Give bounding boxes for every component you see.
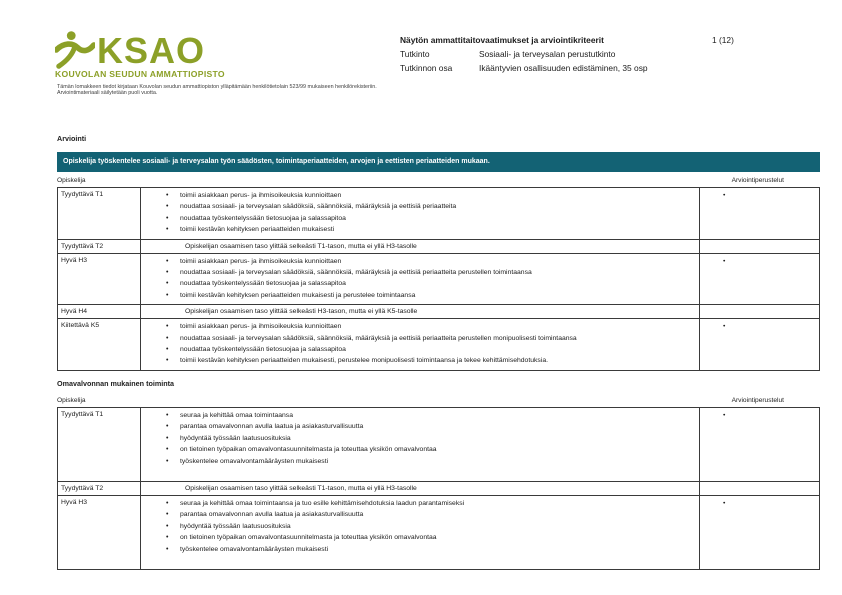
grade-label: Kiitettävä K5 <box>58 319 141 371</box>
bullet-icon: • <box>166 280 169 288</box>
criterion-item <box>141 498 695 509</box>
bullet-icon: • <box>166 423 169 431</box>
bullet-icon: • <box>723 499 726 507</box>
degree-unit-value: Ikääntyvien osallisuuden edistäminen, 35 osp <box>479 63 648 73</box>
criteria-list-cell <box>141 319 700 371</box>
bullet-icon: • <box>166 192 169 199</box>
criterion-text: toimii kestävän kehityksen periaatteiden mukaisesti, perustelee monipuolisesti toimintaansa ja tekee kehittämisehdotuksia. <box>180 357 548 365</box>
level-note-cell: Opiskelijan osaamisen taso ylittää selkeästi T1-tason, mutta ei yllä H3-tasolle <box>141 481 700 495</box>
privacy-disclaimer: Tämän lomakkeen tiedot kirjataan Kouvolan seudun ammattiopiston ylläpitämään henkilötietolain 523/99 mukaiseen henkilörekisteriin. Arviointimateriaali säilytetään puoli vuotta. <box>57 84 377 97</box>
bullet-icon: • <box>723 192 726 199</box>
criterion-item <box>141 201 695 212</box>
criteria-list-cell <box>141 495 700 569</box>
section-heading-arviointi: Arviointi <box>57 134 87 143</box>
bullet-icon: • <box>166 323 169 331</box>
bullet-icon: • <box>166 545 169 553</box>
section-heading-omavalvonta: Omavalvonnan mukainen toiminta <box>57 378 175 388</box>
assessment-notes-cell <box>700 319 820 371</box>
criterion-item <box>141 544 695 555</box>
criteria-row <box>58 319 820 371</box>
grade-label: Tyydyttävä T1 <box>58 407 141 481</box>
criteria-list-cell <box>141 253 700 305</box>
criterion-text: on tietoinen työpaikan omavalvontasuunnitelmasta ja toteuttaa yksikön omavalvontaa <box>180 446 437 454</box>
criteria-row <box>58 305 820 319</box>
criterion-item <box>141 509 695 520</box>
criteria-banner: Opiskelija työskentelee sosiaali- ja terveysalan työn säädösten, toimintaperiaatteiden, arvojen ja eettisten periaatteiden mukaan. <box>57 152 820 172</box>
bullet-icon: • <box>166 269 169 277</box>
ksao-logo <box>55 30 225 79</box>
criterion-item <box>141 190 695 201</box>
bullet-icon: • <box>166 346 169 354</box>
student-column-label: Opiskelija <box>57 177 86 184</box>
criteria-row <box>58 481 820 495</box>
criterion-text: parantaa omavalvonnan avulla laatua ja asiakasturvallisuutta <box>180 511 364 519</box>
criteria-list-cell <box>141 188 700 240</box>
ksao-figure-icon <box>55 30 95 70</box>
criterion-item <box>141 344 695 355</box>
criterion-item <box>141 456 695 467</box>
criteria-list-cell <box>141 407 700 481</box>
criterion-text: noudattaa työskentelyssään tietosuojaa ja salassapitoa <box>180 280 346 288</box>
level-note-cell: Opiskelijan osaamisen taso ylittää selkeästi T1-tason, mutta ei yllä H3-tasolle <box>141 239 700 253</box>
criterion-item <box>141 321 695 332</box>
criteria-row <box>58 407 820 481</box>
grade-label: Tyydyttävä T2 <box>58 239 141 253</box>
criterion-text: hyödyntää työssään laatusuosituksia <box>180 522 291 530</box>
assessment-notes-cell <box>700 239 820 253</box>
bullet-icon: • <box>166 499 169 507</box>
grade-label: Hyvä H4 <box>58 305 141 319</box>
bullet-icon: • <box>166 457 169 465</box>
assessment-notes-cell <box>700 407 820 481</box>
assessment-notes-cell <box>700 481 820 495</box>
assessment-notes-cell <box>700 253 820 305</box>
criterion-item <box>141 213 695 224</box>
bullet-icon: • <box>166 291 169 299</box>
criteria-row <box>58 239 820 253</box>
criteria-table-2 <box>57 407 820 570</box>
grade-label: Tyydyttävä T1 <box>58 188 141 240</box>
criterion-text: seuraa ja kehittää omaa toimintaansa ja tuo esille kehittämisehdotuksia laadun parantamiseksi <box>180 499 465 507</box>
bullet-icon: • <box>166 511 169 519</box>
column-labels-2 <box>57 397 820 404</box>
criterion-item <box>141 267 695 278</box>
criterion-text: parantaa omavalvonnan avulla laatua ja asiakasturvallisuutta <box>180 423 364 431</box>
criterion-item <box>141 290 695 301</box>
criterion-item <box>141 410 695 421</box>
criterion-text: työskentelee omavalvontamääräysten mukaisesti <box>180 545 329 553</box>
criteria-table-1 <box>57 187 820 371</box>
bullet-icon: • <box>723 257 726 265</box>
criteria-row <box>58 253 820 305</box>
page-title: Näytön ammattitaitovaatimukset ja arviointikriteerit <box>400 35 604 45</box>
criterion-text: noudattaa työskentelyssään tietosuojaa ja salassapitoa <box>180 346 346 354</box>
criterion-text: toimii kestävän kehityksen periaatteiden mukaisesti <box>180 226 335 234</box>
assessment-notes-column-label: Arviointiperustelut <box>731 396 784 404</box>
assessment-notes-cell <box>700 495 820 569</box>
bullet-icon: • <box>166 434 169 442</box>
brand-name: KSAO <box>97 30 206 71</box>
degree-label: Tutkinto <box>400 49 430 59</box>
grade-label: Tyydyttävä T2 <box>58 481 141 495</box>
brand-subtitle: KOUVOLAN SEUDUN AMMATTIOPISTO <box>55 69 225 79</box>
document-header <box>400 34 825 75</box>
criterion-text: hyödyntää työssään laatusuosituksia <box>180 434 291 442</box>
criterion-item <box>141 532 695 543</box>
criterion-text: noudattaa työskentelyssään tietosuojaa ja salassapitoa <box>180 214 346 222</box>
degree-unit-field <box>400 61 825 75</box>
bullet-icon: • <box>166 522 169 530</box>
assessment-content <box>57 134 820 570</box>
bullet-icon: • <box>166 334 169 342</box>
criterion-item <box>141 444 695 455</box>
level-note-cell: Opiskelijan osaamisen taso ylittää selkeästi H3-tason, mutta ei yllä K5-tasolle <box>141 305 700 319</box>
degree-value: Sosiaali- ja terveysalan perustutkinto <box>479 49 616 59</box>
bullet-icon: • <box>166 534 169 542</box>
bullet-icon: • <box>166 411 169 419</box>
student-column-label: Opiskelija <box>57 396 86 404</box>
criterion-text: toimii asiakkaan perus- ja ihmisoikeuksia kunnioittaen <box>180 257 342 265</box>
criterion-item <box>141 224 695 235</box>
degree-unit-label: Tutkinnon osa <box>400 63 453 73</box>
bullet-icon: • <box>723 411 726 419</box>
criterion-text: noudattaa sosiaali- ja terveysalan säädöksiä, säännöksiä, määräyksiä ja eettisiä periaatteita perustellen monipuolisesti toimintaansa <box>180 334 577 342</box>
bullet-icon: • <box>166 203 169 211</box>
criterion-text: seuraa ja kehittää omaa toimintaansa <box>180 411 293 419</box>
assessment-notes-cell <box>700 305 820 319</box>
criterion-item <box>141 333 695 344</box>
criterion-text: noudattaa sosiaali- ja terveysalan säädöksiä, säännöksiä, määräyksiä ja eettisiä periaatteita perustellen toimintaansa <box>180 269 532 277</box>
criterion-item <box>141 521 695 532</box>
criterion-item <box>141 256 695 267</box>
criterion-text: toimii asiakkaan perus- ja ihmisoikeuksia kunnioittaen <box>180 323 342 331</box>
bullet-icon: • <box>166 214 169 222</box>
criterion-item <box>141 355 695 366</box>
assessment-notes-cell <box>700 188 820 240</box>
grade-label: Hyvä H3 <box>58 253 141 305</box>
criteria-row <box>58 188 820 240</box>
criterion-text: on tietoinen työpaikan omavalvontasuunnitelmasta ja toteuttaa yksikön omavalvontaa <box>180 534 437 542</box>
criterion-item <box>141 278 695 289</box>
criterion-text: työskentelee omavalvontamääräysten mukaisesti <box>180 457 329 465</box>
criterion-text: noudattaa sosiaali- ja terveysalan säädöksiä, säännöksiä, määräyksiä ja eettisiä periaatteita <box>180 203 457 211</box>
criterion-item <box>141 433 695 444</box>
criteria-row <box>58 495 820 569</box>
bullet-icon: • <box>723 323 726 331</box>
bullet-icon: • <box>166 257 169 265</box>
criterion-text: toimii kestävän kehityksen periaatteiden mukaisesti ja perustelee toimintaansa <box>180 291 416 299</box>
grade-label: Hyvä H3 <box>58 495 141 569</box>
criterion-text: toimii asiakkaan perus- ja ihmisoikeuksia kunnioittaen <box>180 192 342 199</box>
degree-field <box>400 47 825 61</box>
bullet-icon: • <box>166 446 169 454</box>
bullet-icon: • <box>166 357 169 365</box>
bullet-icon: • <box>166 226 169 234</box>
column-labels-1 <box>57 177 820 184</box>
assessment-notes-column-label: Arviointiperustelut <box>731 177 784 184</box>
criterion-item <box>141 421 695 432</box>
page-number: 1 (12) <box>712 35 734 45</box>
